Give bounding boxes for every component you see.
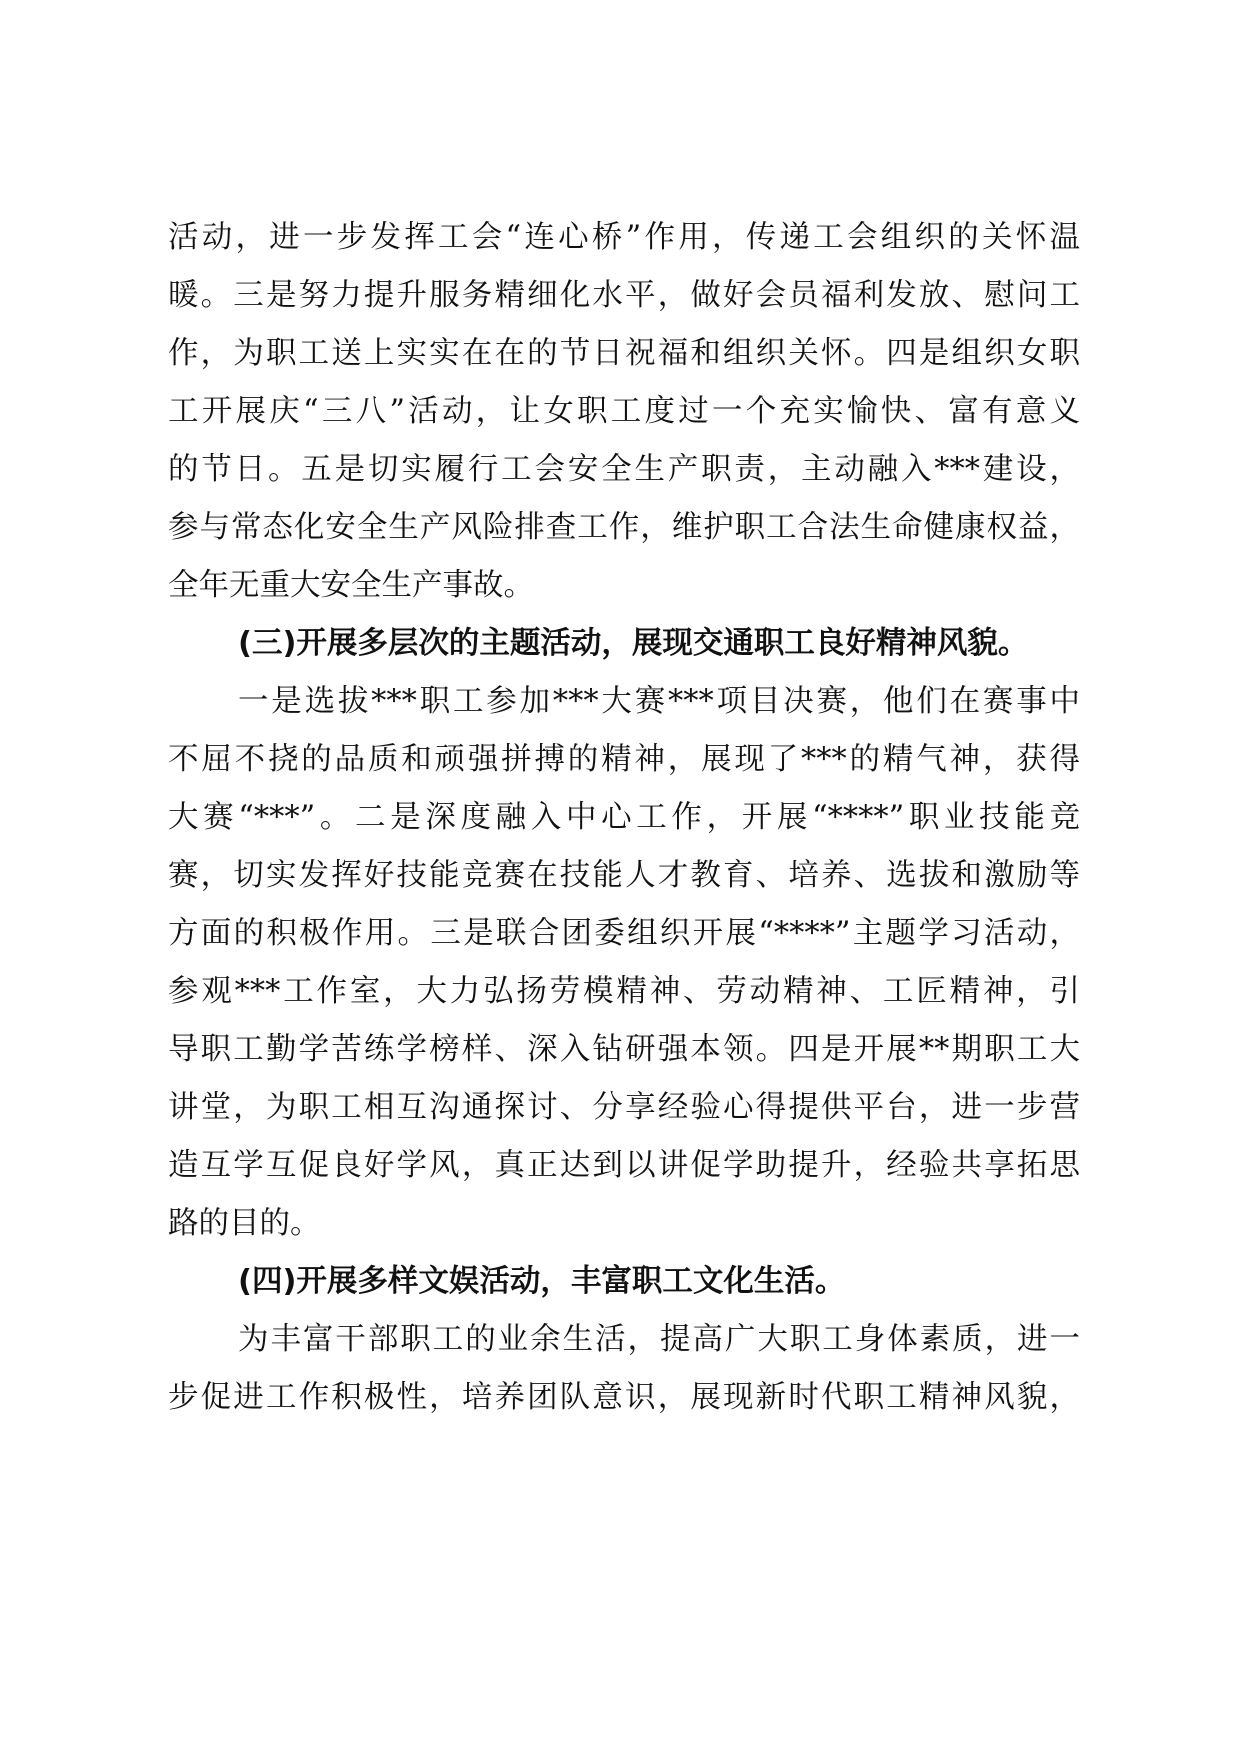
body-line: 为丰富干部职工的业余生活，提高广大职工身体素质，进一 [238,1322,1080,1357]
body-line: 讲堂，为职工相互沟通探讨、分享经验心得提供平台，进一步营 [168,1090,1080,1125]
body-line: 造互学互促良好学风，真正达到以讲促学助提升，经验共享拓思 [168,1148,1080,1183]
body-line: 活动，进一步发挥工会“连心桥”作用，传递工会组织的关怀温 [168,220,1080,255]
section-heading-3: (三)开展多层次的主题活动，展现交通职工良好精神风貌。 [238,626,1029,661]
body-line: 全年无重大安全生产事故。 [168,568,534,603]
body-line: 不屈不挠的品质和顽强拼搏的精神，展现了***的精气神，获得 [168,742,1080,777]
body-line: 方面的积极作用。三是联合团委组织开展“****”主题学习活动， [168,916,1080,951]
body-line: 参观***工作室，大力弘扬劳模精神、劳动精神、工匠精神，引 [168,974,1080,1009]
body-line: 路的目的。 [168,1206,321,1241]
body-line: 步促进工作积极性，培养团队意识，展现新时代职工精神风貌， [168,1380,1080,1415]
body-line: 大赛“***”。二是深度融入中心工作，开展“****”职业技能竞 [168,800,1080,835]
body-line: 参与常态化安全生产风险排查工作，维护职工合法生命健康权益， [168,510,1080,545]
body-line: 一是选拔***职工参加***大赛***项目决赛，他们在赛事中 [238,684,1080,719]
section-heading-4: (四)开展多样文娱活动，丰富职工文化生活。 [238,1264,846,1299]
body-line: 暖。三是努力提升服务精细化水平，做好会员福利发放、慰问工 [168,278,1080,313]
body-line: 的节日。五是切实履行工会安全生产职责，主动融入***建设， [168,452,1080,487]
body-line: 赛，切实发挥好技能竞赛在技能人才教育、培养、选拔和激励等 [168,858,1080,893]
body-line: 导职工勤学苦练学榜样、深入钻研强本领。四是开展**期职工大 [168,1032,1080,1067]
body-line: 作，为职工送上实实在在的节日祝福和组织关怀。四是组织女职 [168,336,1080,371]
body-line: 工开展庆“三八”活动，让女职工度过一个充实愉快、富有意义 [168,394,1080,429]
